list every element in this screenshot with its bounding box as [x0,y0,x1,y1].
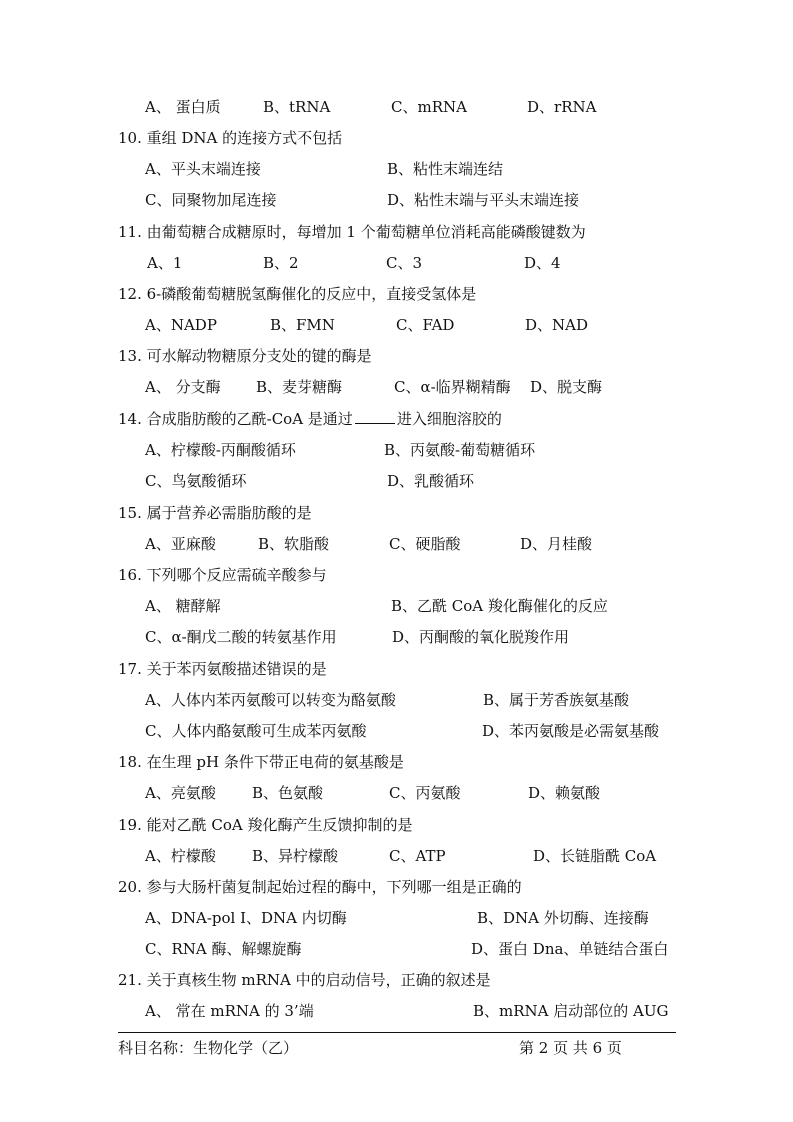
option-b: B、粘性末端连结 [387,160,504,178]
footer-divider [118,1032,676,1033]
option-d: D、丙酮酸的氧化脱羧作用 [392,628,570,646]
option-d: D、月桂酸 [520,535,593,553]
question-stem: 20. 参与大肠杆菌复制起始过程的酶中，下列哪一组是正确的 [118,878,522,896]
option-b: B、属于芳香族氨基酸 [483,691,630,709]
option-b: B、软脂酸 [258,535,330,553]
option-c: C、丙氨酸 [389,784,461,802]
question-stem: 12. 6-磷酸葡萄糖脱氢酶催化的反应中，直接受氢体是 [118,285,477,303]
option-d: D、脱支酶 [530,378,603,396]
option-d: D、4 [524,254,561,272]
option-a: A、亚麻酸 [145,535,216,553]
option-b: B、DNA 外切酶、连接酶 [477,909,649,927]
footer-subject: 科目名称：生物化学（乙） [118,1039,299,1057]
fill-in-blank [355,409,395,424]
option-d: D、乳酸循环 [387,472,475,490]
option-c: C、ATP [389,847,446,865]
option-b: B、乙酰 CoA 羧化酶催化的反应 [391,597,608,615]
q9-option-a: A、 蛋白质 [145,98,221,116]
option-a: A、NADP [145,316,217,334]
option-c: C、3 [386,254,423,272]
question-stem: 10. 重组 DNA 的连接方式不包括 [118,129,343,147]
option-c: C、α-临界糊精酶 [394,378,511,396]
question-stem: 15. 属于营养必需脂肪酸的是 [118,504,312,522]
option-a: A、人体内苯丙氨酸可以转变为酪氨酸 [145,691,396,709]
option-a: A、柠檬酸-丙酮酸循环 [145,441,296,459]
option-c: C、人体内酪氨酸可生成苯丙氨酸 [145,722,367,740]
option-a: A、柠檬酸 [145,847,216,865]
option-d: D、NAD [525,316,589,334]
option-b: B、2 [263,254,299,272]
q9-option-b: B、tRNA [263,98,331,116]
option-a: A、平头末端连接 [145,160,261,178]
option-a: A、DNA-pol Ⅰ、DNA 内切酶 [145,909,347,927]
option-d: D、蛋白 Dna、单链结合蛋白 [471,940,669,958]
question-stem: 21. 关于真核生物 mRNA 中的启动信号，正确的叙述是 [118,971,491,989]
option-d: D、苯丙氨酸是必需氨基酸 [482,722,660,740]
option-c: C、鸟氨酸循环 [145,472,247,490]
option-b: B、FMN [270,316,335,334]
option-a: A、 糖酵解 [145,597,221,615]
question-stem: 17. 关于苯丙氨酸描述错误的是 [118,660,327,678]
option-b: B、麦芽糖酶 [256,378,343,396]
option-c: C、RNA 酶、解螺旋酶 [145,940,302,958]
q9-option-c: C、mRNA [391,98,467,116]
option-a: A、1 [147,254,183,272]
question-stem: 11. 由葡萄糖合成糖原时，每增加 1 个葡萄糖单位消耗高能磷酸键数为 [118,223,586,241]
question-stem-post: 进入细胞溶胶的 [396,410,502,428]
option-c: C、α-酮戊二酸的转氨基作用 [145,628,337,646]
option-d: D、粘性末端与平头末端连接 [387,191,580,209]
question-stem: 19. 能对乙酰 CoA 羧化酶产生反馈抑制的是 [118,816,413,834]
option-c: C、FAD [396,316,455,334]
question-stem: 16. 下列哪个反应需硫辛酸参与 [118,566,327,584]
option-c: C、同聚物加尾连接 [145,191,277,209]
option-a: A、 常在 mRNA 的 3’端 [145,1002,314,1020]
option-b: B、色氨酸 [252,784,324,802]
question-stem: 13. 可水解动物糖原分支处的键的酶是 [118,347,372,365]
option-a: A、 分支酶 [145,378,221,396]
option-b: B、丙氨酸-葡萄糖循环 [384,441,536,459]
option-d: D、长链脂酰 CoA [533,847,657,865]
option-d: D、赖氨酸 [528,784,601,802]
option-b: B、mRNA 启动部位的 AUG [473,1002,669,1020]
question-stem: 18. 在生理 pH 条件下带正电荷的氨基酸是 [118,753,404,771]
option-b: B、异柠檬酸 [252,847,339,865]
option-c: C、硬脂酸 [389,535,461,553]
question-stem-pre: 14. 合成脂肪酸的乙酰-CoA 是通过 [118,410,353,428]
footer-page-number: 第 2 页 共 6 页 [519,1039,622,1057]
q9-option-d: D、rRNA [527,98,597,116]
question-stem [118,409,502,429]
option-a: A、亮氨酸 [145,784,216,802]
